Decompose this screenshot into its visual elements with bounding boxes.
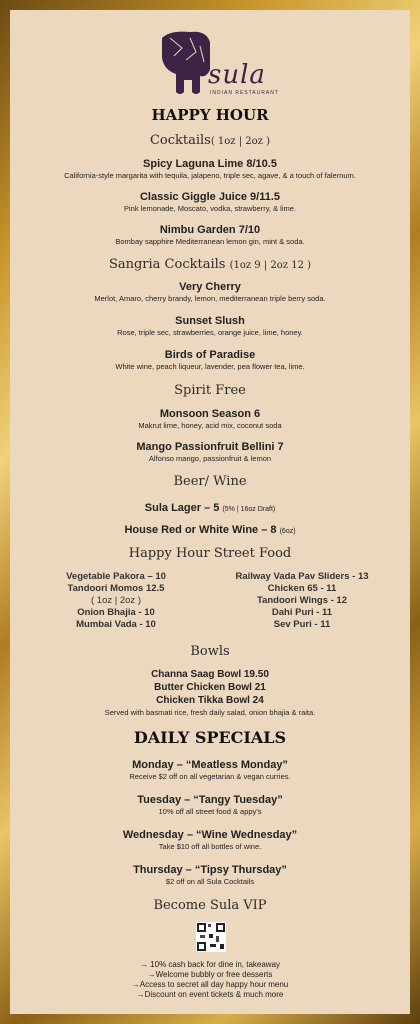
list-item: Mumbai Vada - 10 <box>76 619 156 630</box>
list-item: →Welcome bubbly or free desserts <box>147 970 273 979</box>
list-item: Tandoori Momos 12.5 <box>67 583 165 594</box>
wine-item: House Red or White Wine – 8 (6oz) <box>124 524 296 536</box>
bowl-item: Butter Chicken Bowl 21 <box>154 682 266 693</box>
special-desc: 10% off all street food & appy's <box>158 807 262 816</box>
street-food-heading: Happy Hour Street Food <box>128 546 292 561</box>
daily-specials-heading: DAILY SPECIALS <box>133 728 287 747</box>
bowls-desc: Served with basmati rice, fresh daily salad, onion bhajia & raita. <box>104 708 316 717</box>
happy-hour-heading: HAPPY HOUR <box>151 106 269 124</box>
street-food-right-col <box>212 571 392 631</box>
list-item: Railway Vada Pav Sliders - 13 <box>235 571 369 582</box>
menu-item-desc: Bombay sapphire Mediterranean lemon gin, mint & soda. <box>115 237 305 246</box>
menu-item-title: Spicy Laguna Lime 8/10.5 <box>143 158 277 170</box>
list-item: →Access to secret all day happy hour menu <box>131 980 289 989</box>
special-title: Thursday – “Tipsy Thursday” <box>133 864 287 876</box>
menu-item-desc: Makrut lime, honey, acid mix, coconut soda <box>138 421 282 430</box>
spirit-free-heading: Spirit Free <box>174 383 246 398</box>
menu-panel <box>10 10 410 1014</box>
menu-item-title: Very Cherry <box>179 281 241 293</box>
list-item: →Discount on event tickets & much more <box>136 990 284 999</box>
list-item: Tandoori Wings - 12 <box>257 595 347 606</box>
menu-item-title: Birds of Paradise <box>164 349 256 361</box>
menu-item-title: Sunset Slush <box>175 315 245 327</box>
sangria-heading: Sangria Cocktails (1oz 9 | 2oz 12 ) <box>108 257 312 272</box>
special-title: Monday – “Meatless Monday” <box>132 759 288 771</box>
special-desc: $2 off on all Sula Cocktails <box>165 877 255 886</box>
menu-item-desc: California-style margarita with tequila, jalapeno, triple sec, agave, & a touch of falernum. <box>64 171 356 180</box>
lager-item: Sula Lager – 5 (5% | 16oz Draft) <box>144 502 276 514</box>
qr-code-icon[interactable] <box>196 922 226 952</box>
list-item: Chicken 65 - 11 <box>267 583 337 594</box>
bowls-heading: Bowls <box>190 644 230 659</box>
bowl-item: Chicken Tikka Bowl 24 <box>156 695 264 706</box>
vip-heading: Become Sula VIP <box>153 898 267 913</box>
menu-item-desc: White wine, peach liqueur, lavender, pea flower tea, lime. <box>115 362 305 371</box>
special-title: Tuesday – “Tangy Tuesday” <box>137 794 283 806</box>
special-desc: Receive $2 off on all vegetarian & vegan curries. <box>129 772 291 781</box>
menu-item-desc: Alfonso mango, passionfruit & lemon <box>148 454 272 463</box>
menu-item-title: Nimbu Garden 7/10 <box>159 224 261 236</box>
list-item: Vegetable Pakora – 10 <box>66 571 166 582</box>
menu-item-title: Monsoon Season 6 <box>159 408 261 420</box>
logo-tagline: INDIAN RESTAURANT <box>210 90 279 96</box>
special-desc: Take $10 off all bottles of wine. <box>158 842 262 851</box>
logo-wordmark: sula <box>208 60 266 90</box>
special-title: Wednesday – “Wine Wednesday” <box>122 829 298 841</box>
list-item: Dahi Puri - 11 <box>271 607 333 618</box>
vip-perks <box>10 960 410 1000</box>
menu-item-title: Mango Passionfruit Bellini 7 <box>136 441 284 453</box>
cocktails-heading: Cocktails( 1oz | 2oz ) <box>149 133 271 148</box>
list-item: Onion Bhajia - 10 <box>77 607 155 618</box>
menu-item-desc: Rose, triple sec, strawberries, orange juice, lime, honey. <box>117 328 303 337</box>
list-item: Sev Puri - 11 <box>273 619 331 630</box>
menu-item-desc: Merlot, Amaro, cherry brandy, lemon, mediterranean triple berry soda. <box>94 294 326 303</box>
street-food-left-col <box>26 571 206 631</box>
bowl-item: Channa Saag Bowl 19.50 <box>151 669 269 680</box>
list-item: → 10% cash back for dine in, takeaway <box>139 960 281 969</box>
menu-item-desc: Pink lemonade, Moscato, vodka, strawberry, & lime. <box>123 204 296 213</box>
beer-wine-heading: Beer/ Wine <box>173 474 247 489</box>
menu-item-title: Classic Giggle Juice 9/11.5 <box>139 191 281 203</box>
list-item: ( 1oz | 2oz ) <box>91 595 141 606</box>
